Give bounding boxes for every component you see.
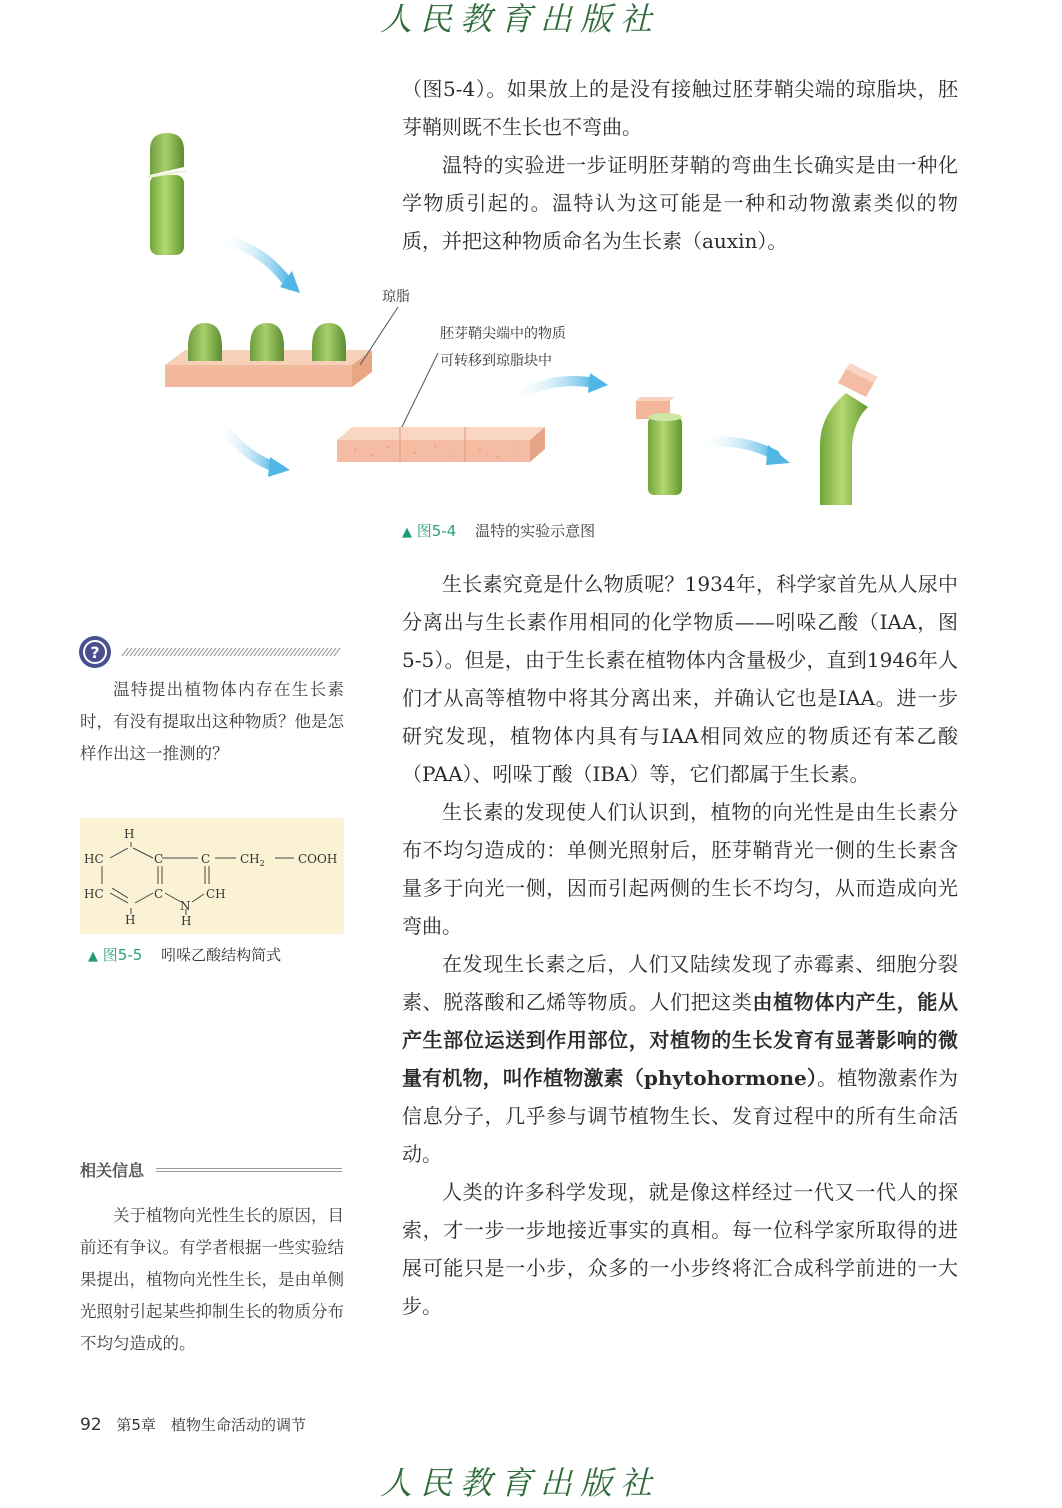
atom-c1: C <box>154 852 164 866</box>
figure-5-4-title: 温特的实验示意图 <box>475 522 596 540</box>
atom-hc-lower: HC <box>84 887 104 901</box>
atom-h-top: H <box>124 827 135 841</box>
question-header <box>78 634 346 672</box>
arrow-to-agar-tips <box>220 240 290 285</box>
intro-paragraph-2: 温特的实验进一步证明胚芽鞘的弯曲生长确实是由一种化学物质引起的。温特认为这可能是一种和动物激素类似的物质，并把这种物质命名为生长素（auxin）。 <box>402 153 958 253</box>
agar-block-cut <box>337 427 545 462</box>
publisher-watermark-bottom: 人民教育出版社 <box>380 1464 661 1502</box>
agar-label: 琼脂 <box>382 289 410 305</box>
coleoptile-with-agar <box>636 397 682 495</box>
svg-text:?: ? <box>90 643 100 662</box>
paragraph-plant-hormones <box>402 945 958 1173</box>
publisher-watermark-top: 人民教育出版社 <box>380 0 661 38</box>
paragraph-science-progress: 人类的许多科学发现，就是像这样经过一代又一代人的探索，才一步一步地接近事实的真相。每一位科学家所取得的进展可能只是一小步，众多的一小步终将汇合成科学前进的一大步。 <box>402 1180 958 1318</box>
chapter-title: 第5章 植物生命活动的调节 <box>116 1416 306 1434</box>
intro-paragraph-1: （图5-4）。如果放上的是没有接触过胚芽鞘尖端的琼脂块，胚芽鞘则既不生长也不弯曲。 <box>402 77 958 139</box>
related-info-heading <box>80 1158 342 1182</box>
page-number: 92 <box>80 1415 102 1435</box>
question-text-block <box>80 674 344 770</box>
transfer-label-line-2: 可转移到琼脂块中 <box>440 353 552 369</box>
figure-5-4-caption <box>402 520 595 541</box>
figure-5-5-number: 图5-5 <box>102 946 143 964</box>
figure-5-4-number: 图5-4 <box>416 522 457 540</box>
arrow-to-coleoptile-agar <box>510 381 595 400</box>
figure-5-4-illustration <box>140 125 900 515</box>
atom-n: N <box>180 899 191 913</box>
iaa-structure-diagram <box>80 818 344 934</box>
figure-5-5-caption <box>88 944 281 965</box>
paragraph-phototropism: 生长素的发现使人们认识到，植物的向光性是由生长素分布不均匀造成的：单侧光照射后，胚芽鞘背光一侧的生长素含量多于向光一侧，因而引起两侧的生长不均匀，从而造成向光弯曲。 <box>402 800 958 938</box>
caption-triangle-icon: ▲ <box>88 949 98 964</box>
related-info-title: 相关信息 <box>80 1161 145 1180</box>
agar-block-with-tips <box>165 323 372 387</box>
coleoptile-with-tip <box>148 133 186 255</box>
related-info-text: 关于植物向光性生长的原因，目前还有争议。有学者根据一些实验结果提出，植物向光性生长，是由单侧光照射引起某些抑制生长的物质分布不均匀造成的。 <box>80 1206 344 1353</box>
hormone-definition: 由植物体内产生，能从产生部位运送到作用部位，对植物的生长发育有显著影响的微量有机物，叫作植物激素（phytohormone） <box>402 990 959 1090</box>
related-info-text-block <box>80 1200 344 1360</box>
question-text: 温特提出植物体内存在生长素时，有没有提取出这种物质？他是怎样作出这一推测的？ <box>80 680 344 763</box>
atom-ch2: $CH_2$ <box>240 852 265 868</box>
atom-h-bottom-left: H <box>125 913 136 927</box>
atom-c3: C <box>154 887 164 901</box>
curved-coleoptile <box>820 363 878 505</box>
atom-hc-upper: HC <box>84 852 104 866</box>
page-footer <box>80 1414 306 1435</box>
figure-5-5-title: 吲哚乙酸结构简式 <box>161 946 282 964</box>
main-text-block <box>402 565 958 1325</box>
arrow-to-cut-agar <box>215 415 275 467</box>
hormone-text-end: 。植物激素作为信息分子，几乎参与调节植物生长、发育过程中的所有生命活动。 <box>402 1066 959 1166</box>
iaa-structure-box <box>80 818 344 934</box>
transfer-label-line-1: 胚芽鞘尖端中的物质 <box>440 326 566 342</box>
related-info-divider <box>156 1168 342 1172</box>
atom-h-bottom-n: H <box>181 914 192 928</box>
arrow-to-curved-coleoptile <box>700 442 775 456</box>
paragraph-auxin-identity: 生长素究竟是什么物质呢？1934年，科学家首先从人尿中分离出与生长素作用相同的化学物质——吲哚乙酸（IAA，图5-5）。但是，由于生长素在植物体内含量极少，直到1946年人们才从高等植物中将其分离出来，并确认它也是IAA。进一步研究发现，植物体内具有与IAA相同效应的物质还有苯乙酸（PAA）、吲哚丁酸（IBA）等，它们都属于生长素。 <box>402 572 958 786</box>
hormone-text-start: 在发现生长素之后，人们又陆续发现了赤霉素、细胞分裂素、脱落酸和乙烯等物质。人们把这类 <box>402 952 958 1014</box>
atom-cooh: COOH <box>298 852 338 866</box>
atom-c2: C <box>201 852 211 866</box>
atom-ch: CH <box>206 887 226 901</box>
caption-triangle-icon: ▲ <box>402 525 412 540</box>
